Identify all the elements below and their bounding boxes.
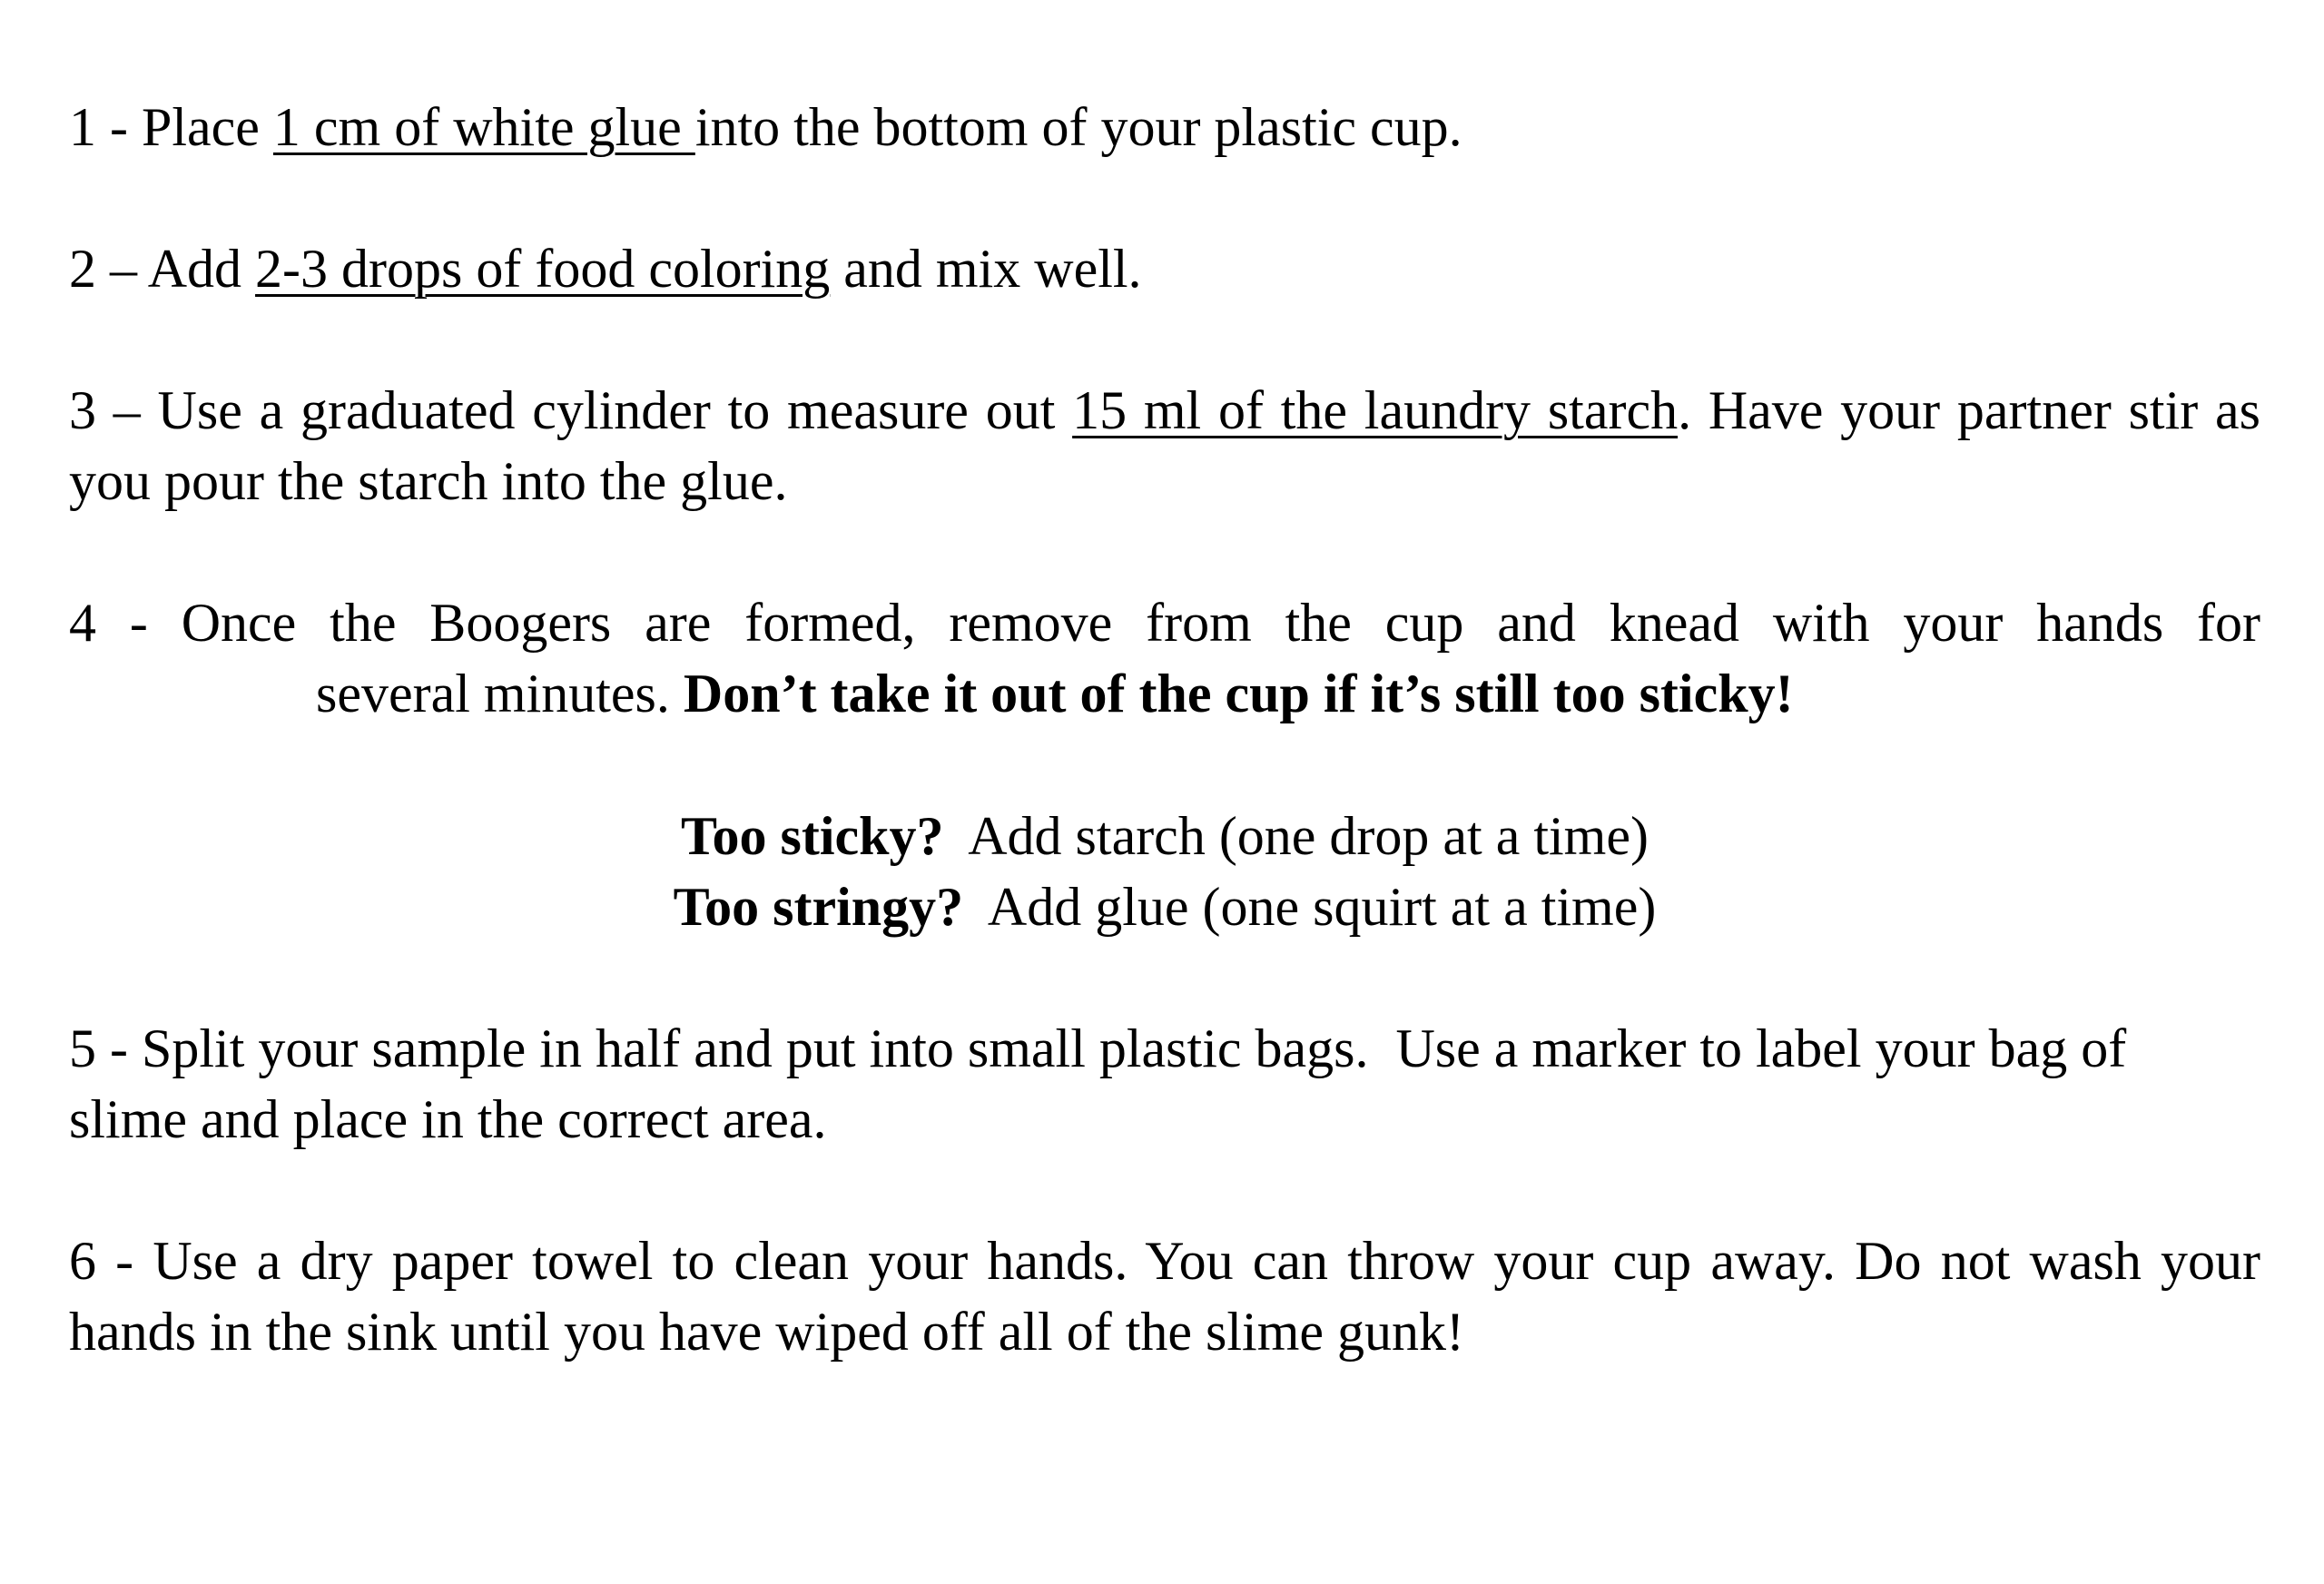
- step-6-text: Use a dry paper towel to clean your hands. You can throw your cup away. Do not wash your hands in the sink until you have wiped off all of the slime gunk!: [69, 1231, 2260, 1362]
- tip-too-stringy: [69, 871, 2260, 942]
- tip-answer: Add glue (one squirt at a time): [963, 877, 1657, 937]
- step-2-underlined: 2-3 drops of food coloring: [255, 239, 831, 299]
- step-5-separator: -: [96, 1018, 142, 1078]
- tip-question: Too sticky?: [681, 806, 944, 866]
- step-2-separator: –: [96, 239, 148, 299]
- step-5-number: 5: [69, 1018, 96, 1078]
- step-6: [69, 1225, 2260, 1367]
- tip-question: Too stringy?: [673, 877, 964, 937]
- step-3: [69, 375, 2260, 517]
- step-5-text: Split your sample in half and put into small plastic bags. Use a marker to label your bag of slime and place in the correct area.: [69, 1018, 2141, 1149]
- step-3-text-pre: Use a graduated cylinder to measure out: [157, 380, 1073, 440]
- step-3-underlined: 15 ml of the laundry starch: [1072, 380, 1679, 440]
- step-4-line-2: [69, 658, 2260, 729]
- step-1-text-pre: Place: [141, 97, 273, 157]
- step-2: [69, 233, 2260, 304]
- step-3-number: 3: [69, 380, 96, 440]
- step-4-text-line2: several minutes.: [316, 664, 684, 723]
- step-5: [69, 1013, 2239, 1155]
- step-4-text-line1: Once the Boogers are formed, remove from the cup and knead with your hands for: [181, 593, 2261, 653]
- step-1-underlined: 1 cm of white glue: [272, 97, 695, 157]
- step-4-number: 4: [69, 593, 96, 653]
- step-4: [69, 587, 2260, 729]
- step-2-text-pre: Add: [147, 239, 256, 299]
- step-2-text-post: and mix well.: [830, 239, 1142, 299]
- step-1-text-post: into the bottom of your plastic cup.: [694, 97, 1462, 157]
- step-1: [69, 92, 2260, 162]
- step-6-separator: -: [96, 1231, 153, 1291]
- troubleshooting-tips: [69, 801, 2260, 942]
- step-1-separator: -: [96, 97, 142, 157]
- tip-too-sticky: [69, 801, 2260, 871]
- step-4-line-1: [69, 587, 2260, 658]
- step-3-text-post: . Have your partner stir as you pour the starch into the glue.: [69, 380, 2260, 511]
- step-4-separator: -: [96, 593, 182, 653]
- step-2-number: 2: [69, 239, 96, 299]
- step-4-warning: Don’t take it out of the cup if it’s still too sticky!: [683, 664, 1794, 723]
- tip-answer: Add starch (one drop at a time): [943, 806, 1649, 866]
- step-3-separator: –: [96, 380, 158, 440]
- step-1-number: 1: [69, 97, 96, 157]
- step-6-number: 6: [69, 1231, 96, 1291]
